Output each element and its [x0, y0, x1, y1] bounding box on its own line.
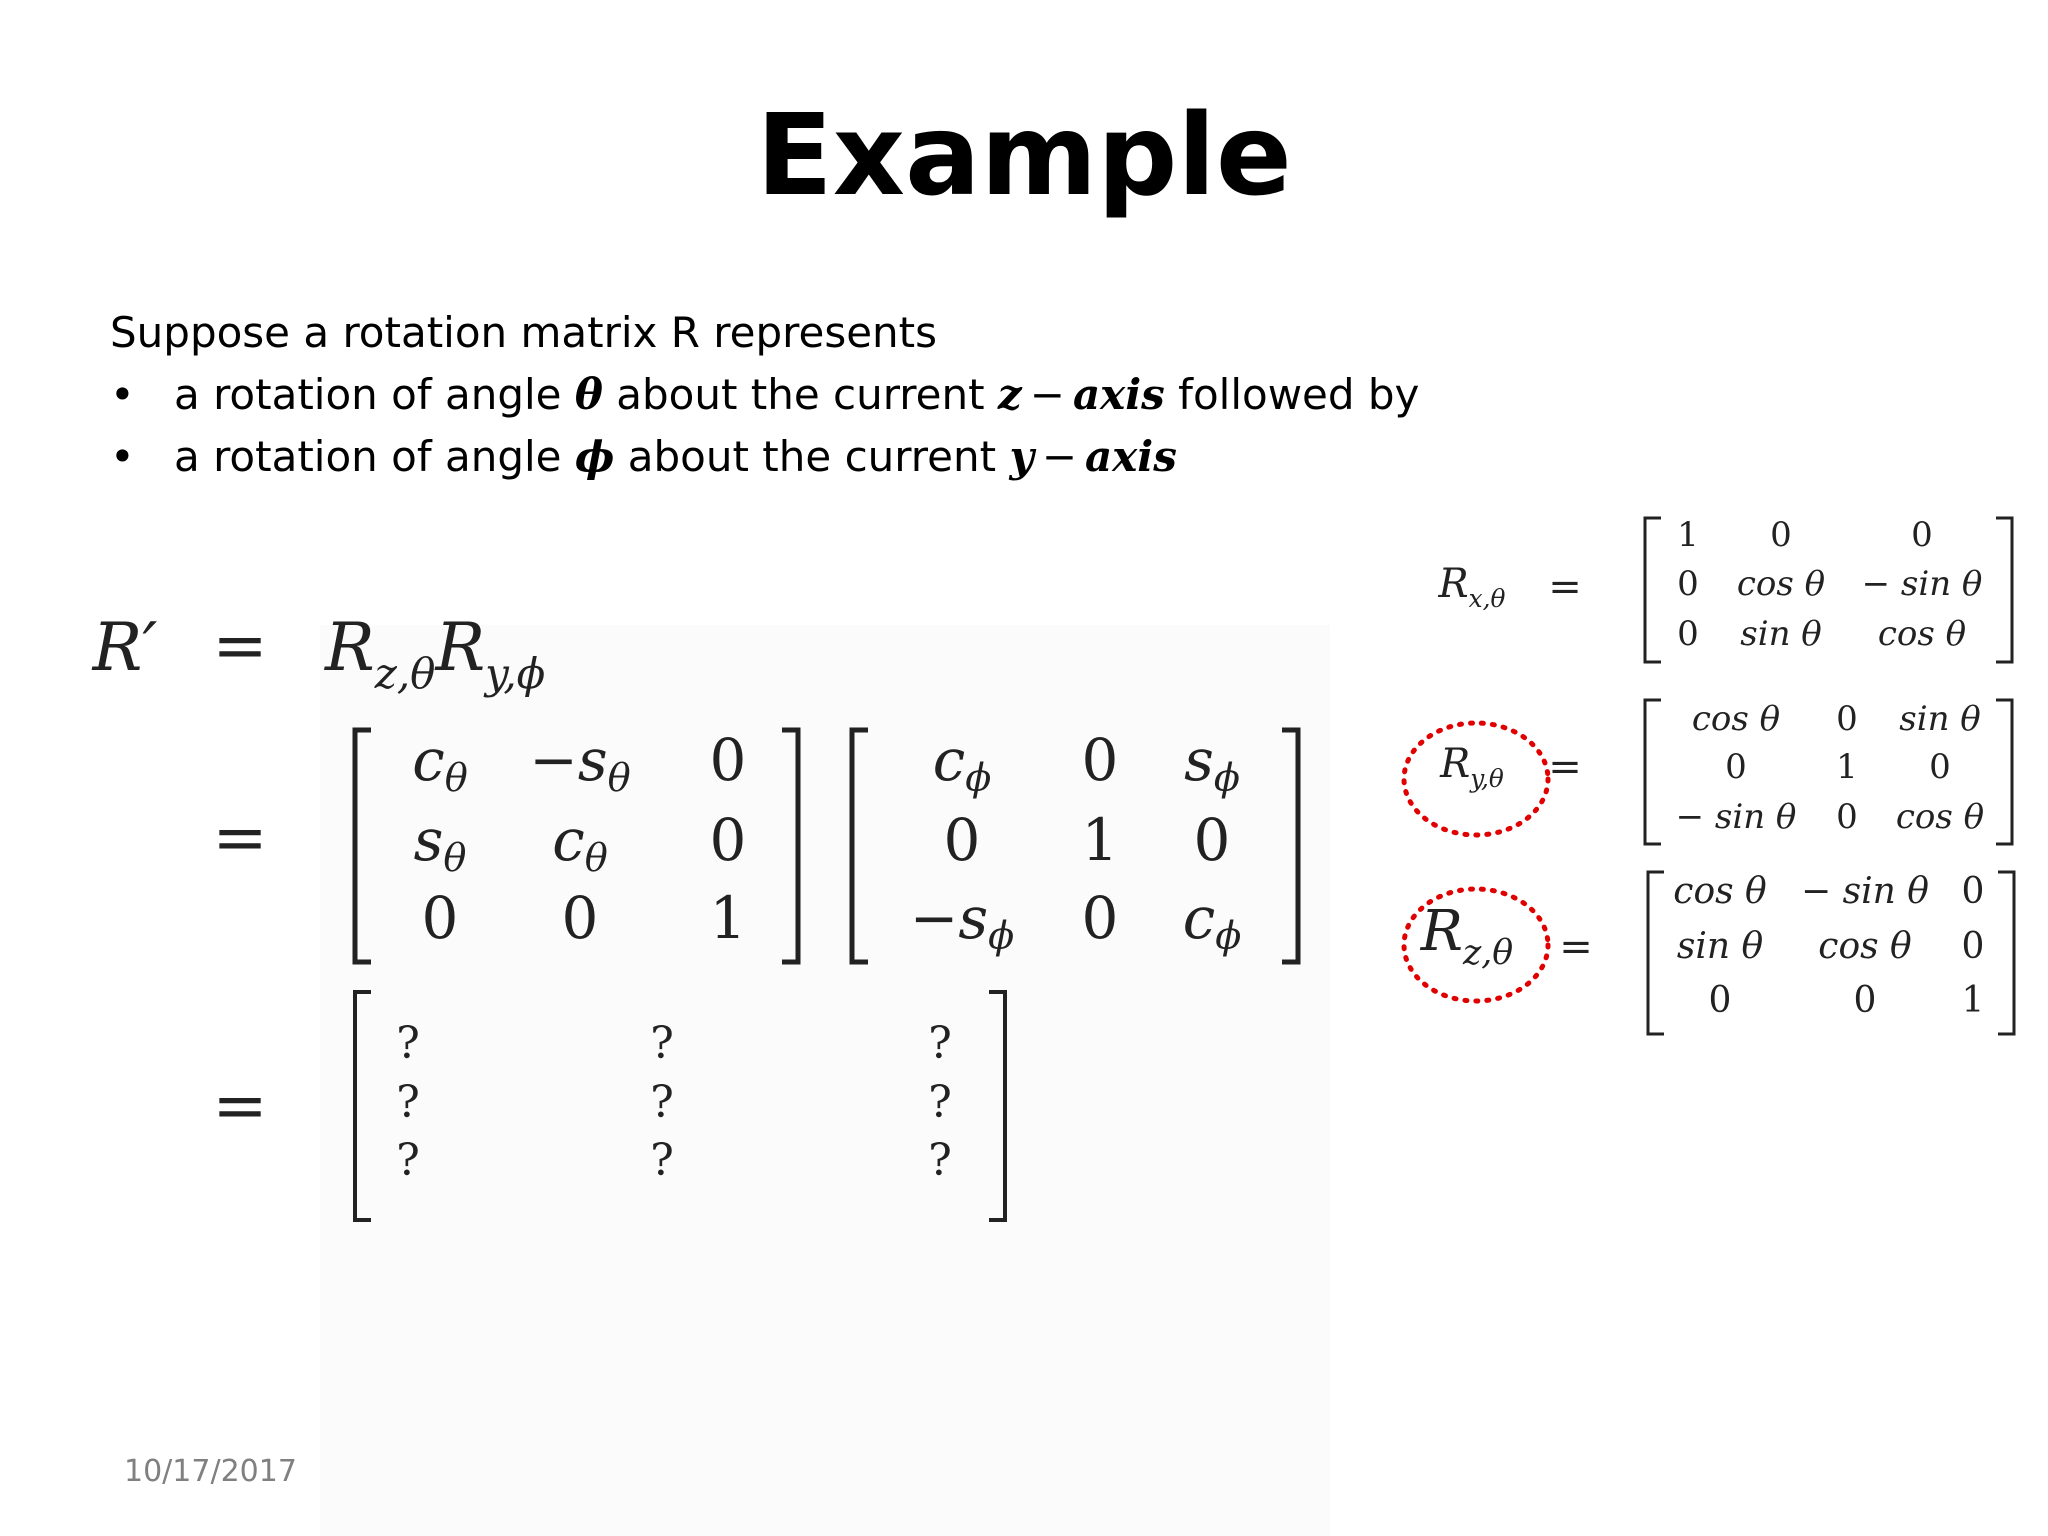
matrix-cell-text: cos θ — [1736, 564, 1826, 604]
matrix-cell — [928, 1077, 952, 1128]
left-bracket — [852, 730, 868, 962]
matrix-cell-text: 1 — [709, 884, 747, 952]
matrix-cell-text: sin θ — [1676, 926, 1764, 967]
matrix-cell-text: cos θ — [1673, 871, 1767, 912]
matrix-cell — [1677, 515, 1699, 555]
matrix-cell-text: − sin θ — [1861, 564, 1983, 604]
matrix-cell-text: ? — [396, 1077, 420, 1128]
matrix-cell-text: ? — [650, 1135, 674, 1186]
matrix-cell — [1836, 699, 1858, 739]
matrix-cell — [650, 1018, 674, 1069]
right-bracket — [989, 992, 1005, 1220]
matrix-cell-text: 0 — [1836, 797, 1858, 837]
matrix-cell-text: 0 — [1677, 564, 1699, 604]
equals-sign: = — [212, 1067, 268, 1144]
matrix-cell — [928, 1018, 952, 1069]
matrix-cell — [1962, 926, 1985, 967]
right-bracket — [1998, 872, 2014, 1034]
matrix-cell-text: − sin θ — [1675, 797, 1797, 837]
bullet-icon: • — [110, 370, 135, 419]
matrix-cell-text: cθ — [552, 806, 608, 881]
matrix-cell — [1896, 797, 1984, 837]
axis-word: axis — [1085, 432, 1177, 481]
matrix-cell — [562, 884, 599, 952]
matrix-cell — [1677, 614, 1699, 654]
matrix-cell — [529, 726, 630, 800]
matrix-cell-text: ? — [650, 1077, 674, 1128]
right-bracket — [1996, 518, 2012, 662]
matrix-cell-text: − sin θ — [1801, 871, 1929, 912]
matrix-cell — [396, 1135, 420, 1186]
bullet-text-mid: about the current — [602, 370, 998, 419]
matrix-cell — [910, 884, 1014, 958]
matrix-cell-text: 0 — [1081, 884, 1119, 952]
matrix-cell — [1770, 515, 1792, 555]
rx-matrix — [1645, 515, 2012, 662]
matrix-cell-text: 1 — [1081, 806, 1119, 874]
matrix-cell — [552, 806, 608, 880]
rz-matrix — [1648, 871, 2014, 1034]
minus-sign: − — [1041, 432, 1078, 481]
left-bracket — [355, 992, 371, 1220]
matrix-cell-text: sin θ — [1740, 614, 1822, 654]
matrix-cell-text: 0 — [1770, 515, 1792, 555]
matrix-cell — [928, 1135, 952, 1186]
matrix-cell — [1082, 884, 1119, 952]
product-expression: $R_{z,\theta}R_{y,\phi}$ — [325, 609, 546, 698]
ry-label: $R_{y,\theta}$ — [1440, 741, 1504, 793]
left-bracket — [1645, 700, 1661, 844]
matrix-cell — [1082, 806, 1119, 874]
matrix-cell-text: cϕ — [932, 726, 992, 801]
matrix-cell-text: −sϕ — [909, 884, 1015, 959]
matrix-cell — [710, 884, 747, 952]
matrix-cell-text: 0 — [1929, 747, 1951, 787]
matrix-cell-text: ? — [650, 1018, 674, 1069]
rotation-matrix-z — [355, 726, 798, 962]
matrix-cell-text: 0 — [709, 806, 747, 874]
lhs-symbol: R′ — [92, 609, 158, 686]
axis-variable: y — [1009, 432, 1034, 481]
matrix-cell-text: 0 — [561, 884, 599, 952]
matrix-cell — [1737, 564, 1825, 604]
matrix-cell-text: 0 — [1853, 980, 1877, 1021]
matrix-cell — [1692, 699, 1780, 739]
matrix-cell — [1740, 614, 1822, 654]
matrix-cell — [1194, 806, 1231, 874]
matrix-cell-text: 0 — [1081, 726, 1119, 794]
matrix-cell-text: 0 — [1961, 926, 1985, 967]
left-bracket — [1645, 518, 1661, 662]
matrix-cell-text: 0 — [1677, 614, 1699, 654]
result-matrix — [355, 992, 1005, 1220]
matrix-cell-text: cos θ — [1691, 699, 1781, 739]
bullet-text-pre: a rotation of angle — [174, 432, 575, 481]
matrix-cell-text: ? — [928, 1077, 952, 1128]
matrix-cell — [1677, 564, 1699, 604]
matrix-cell — [1184, 726, 1240, 800]
matrix-cell-text: −sθ — [529, 726, 631, 801]
main-derivation — [92, 607, 1298, 1220]
matrix-cell — [1801, 871, 1929, 912]
matrix-cell-text: cθ — [412, 726, 468, 801]
matrix-cell-text: cos θ — [1895, 797, 1985, 837]
matrix-cell — [650, 1135, 674, 1186]
matrix-cell — [933, 726, 992, 800]
matrix-cell — [396, 1018, 420, 1069]
bullet-text-mid: about the current — [614, 432, 1010, 481]
left-bracket — [1648, 872, 1664, 1034]
matrix-cell-text: cϕ — [1182, 884, 1242, 959]
matrix-cell-text: 0 — [1911, 515, 1933, 555]
bullet-text-post: followed by — [1164, 370, 1420, 419]
equals-sign: = — [1548, 564, 1582, 610]
angle-symbol: ϕ — [574, 432, 615, 481]
matrix-cell — [1862, 564, 1983, 604]
bullet-text-pre: a rotation of angle — [174, 370, 575, 419]
bullet-icon: • — [110, 432, 135, 481]
matrix-cell-text: 1 — [1961, 980, 1985, 1021]
matrix-cell-text: cos θ — [1818, 926, 1912, 967]
left-bracket — [355, 730, 371, 962]
matrix-cell — [1676, 797, 1797, 837]
matrix-cell-text: ? — [928, 1135, 952, 1186]
matrix-cell — [1709, 980, 1732, 1021]
equals-sign: = — [212, 799, 268, 876]
angle-symbol: θ — [574, 370, 603, 419]
matrix-cell-text: 0 — [421, 884, 459, 952]
matrix-cell-text: 0 — [1193, 806, 1231, 874]
rx-label: $R_{x,\theta}$ — [1438, 561, 1506, 613]
equals-sign: = — [212, 607, 268, 684]
matrix-cell — [1899, 699, 1981, 739]
matrix-cell — [1082, 726, 1119, 794]
matrix-cell-text: ? — [396, 1135, 420, 1186]
matrix-cell — [1929, 747, 1951, 787]
matrix-cell — [1677, 926, 1764, 967]
rz-label: $R_{z,\theta}$ — [1420, 899, 1514, 973]
axis-variable: z — [997, 370, 1022, 419]
matrix-cell-text: 0 — [1725, 747, 1747, 787]
equals-sign: = — [1559, 924, 1593, 970]
matrix-cell — [1911, 515, 1933, 555]
axis-word: axis — [1072, 370, 1165, 419]
matrix-cell — [1818, 926, 1912, 967]
matrix-cell — [1183, 884, 1242, 958]
slide-date: 10/17/2017 — [124, 1454, 297, 1489]
right-bracket — [1996, 700, 2012, 844]
matrix-cell — [1725, 747, 1747, 787]
right-bracket — [1282, 730, 1298, 962]
matrix-cell-text: 0 — [709, 726, 747, 794]
matrix-cell — [944, 806, 981, 874]
matrix-cell — [710, 726, 747, 794]
matrix-cell-text: ? — [928, 1018, 952, 1069]
matrix-cell — [650, 1077, 674, 1128]
right-bracket — [782, 730, 798, 962]
equals-sign: = — [1548, 744, 1582, 790]
reference-matrices — [1404, 515, 2014, 1034]
matrix-cell-text: 1 — [1836, 747, 1858, 787]
matrix-cell — [710, 806, 747, 874]
matrix-cell — [1854, 980, 1877, 1021]
matrix-cell — [1836, 797, 1858, 837]
rotation-matrix-y — [852, 726, 1298, 962]
slide-title: Example — [756, 91, 1292, 221]
matrix-cell — [396, 1077, 420, 1128]
matrix-cell — [414, 806, 467, 880]
matrix-cell-text: 0 — [1708, 980, 1732, 1021]
matrix-cell — [1878, 614, 1966, 654]
intro-line: Suppose a rotation matrix R represents — [110, 308, 938, 357]
matrix-cell — [1836, 747, 1858, 787]
matrix-cell — [422, 884, 459, 952]
matrix-cell-text: cos θ — [1877, 614, 1967, 654]
matrix-cell-text: ? — [396, 1018, 420, 1069]
ry-matrix — [1645, 699, 2012, 844]
matrix-cell — [1962, 871, 1985, 912]
matrix-cell — [1673, 871, 1767, 912]
matrix-cell-text: 1 — [1677, 515, 1699, 555]
minus-sign: − — [1029, 370, 1065, 419]
matrix-cell-text: sin θ — [1899, 699, 1981, 739]
matrix-cell — [412, 726, 468, 800]
matrix-cell-text: sθ — [413, 806, 467, 881]
matrix-cell-text: 0 — [1961, 871, 1985, 912]
matrix-cell-text: 0 — [1836, 699, 1858, 739]
matrix-cell-text: sϕ — [1184, 726, 1240, 801]
matrix-cell — [1962, 980, 1985, 1021]
matrix-cell-text: 0 — [943, 806, 981, 874]
